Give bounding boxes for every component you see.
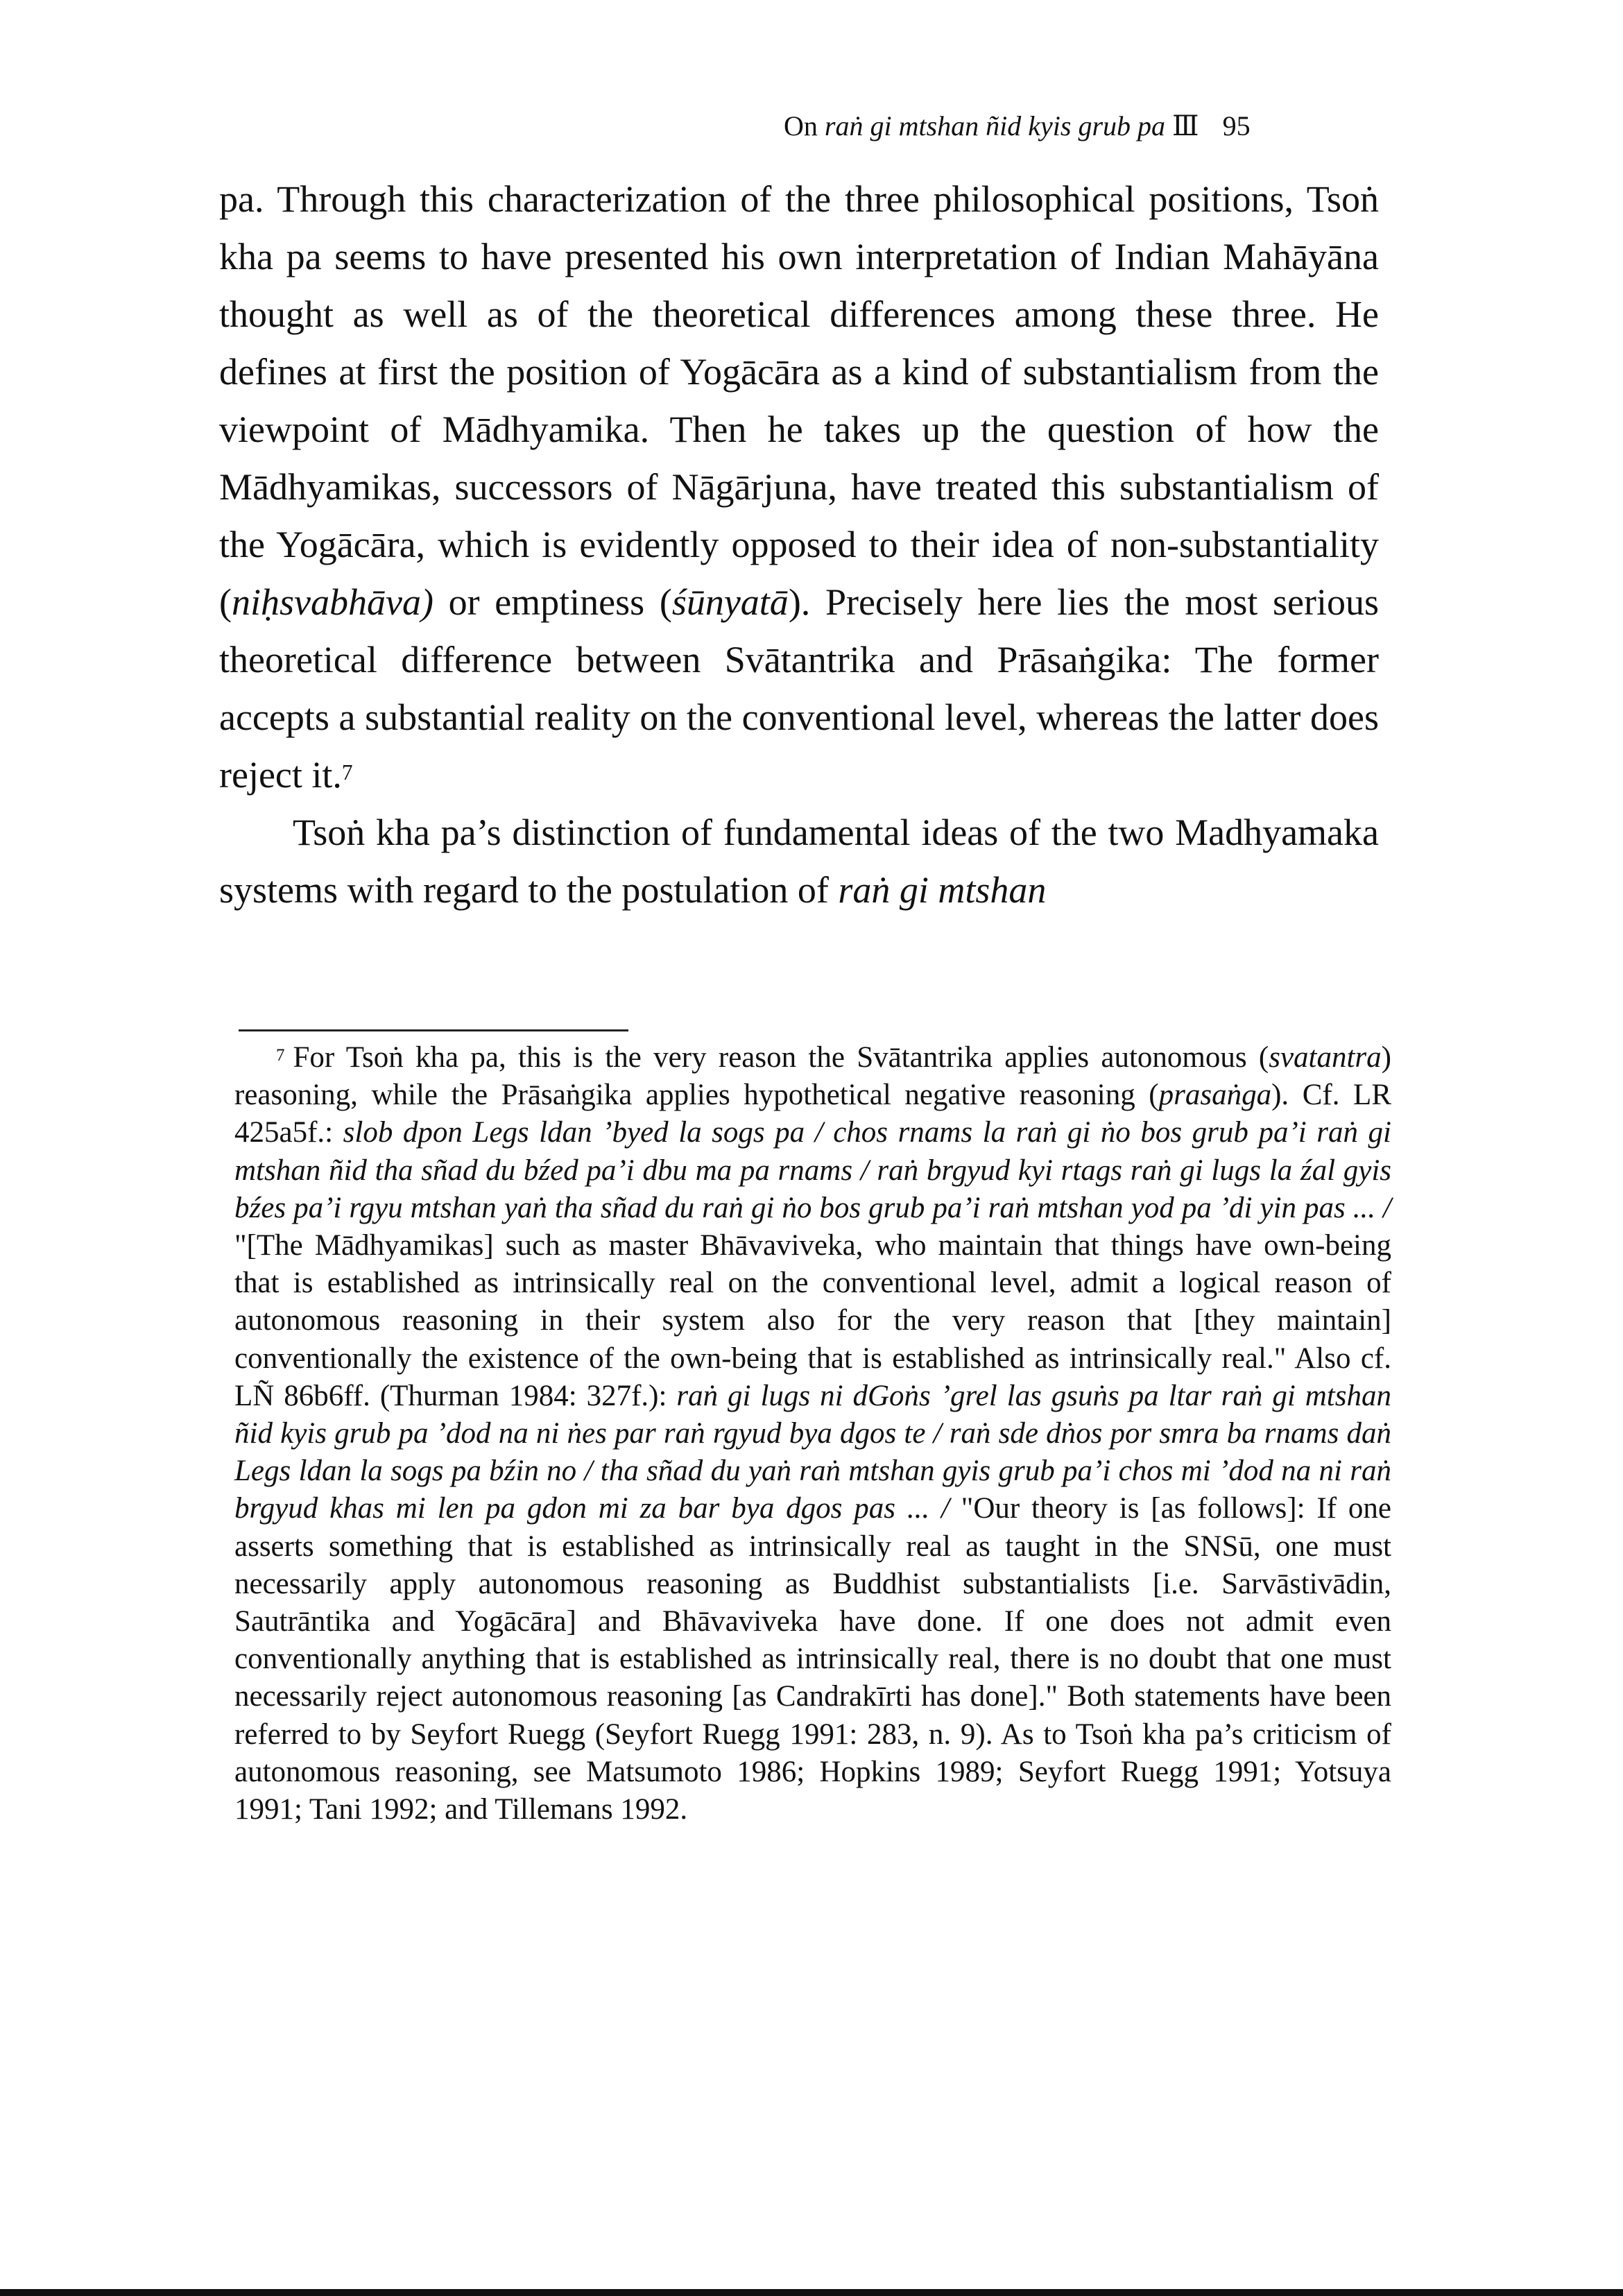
main-text [219, 171, 1379, 919]
paragraph: Tsoṅ kha pa’s distinction of fundamental ideas of the two Madhyamaka systems with regard to the postulation of raṅ gi mtshan [219, 812, 1379, 911]
scan-edge-bar [0, 2289, 1623, 2296]
footnote-number: 7 [276, 1046, 285, 1065]
running-header [784, 110, 1373, 143]
paragraph: pa. Through this characterization of the three philosophical positions, Tsoṅ kha pa seems to have presented his own interpretation of Indian Mahāyāna thought as well as of the theoretical differences among these three. He defines at first the position of Yogācāra as a kind of substantialism from the viewpoint of Mādhyamika. Then he takes up the question of how the Mādhyamikas, successors of Nāgārjuna, have treated this substantialism of the Yogācāra, which is evidently opposed to their idea of non-substantiality (niḥsvabhāva) or emptiness (śūnyatā). Precisely here lies the most serious theoretical difference between Svātantrika and Prāsaṅgika: The former accepts a substantial reality on the conventional level, whereas the latter does reject it.$^7$ [219, 178, 1379, 796]
running-title: On raṅ gi mtshan ñid kyis grub pa Ⅲ [784, 110, 1199, 142]
footnote: $^7$ For Tsoṅ kha pa, this is the very reason the Svātantrika applies autonomous (svatantra) reasoning, while the Prāsaṅgika applies hypothetical negative reasoning (prasaṅga). Cf. LR 425a5f.: slob dpon Legs ldan ’byed la sogs pa / chos rnams la raṅ gi ṅo bos grub pa’i raṅ gi mtshan ñid tha sñad du bźed pa’i dbu ma pa rnams / raṅ brgyud kyi rtags raṅ gi lugs la źal gyis bźes pa’i rgyu mtshan yaṅ tha sñad du raṅ gi ṅo bos grub pa’i raṅ mtshan yod pa ’di yin pas ... / "[The Mādhyamikas] such as master Bhāvaviveka, who maintain that things have own-being that is established as intrinsically real on the conventional level, admit a logical reason of autonomous reasoning in their system also for the very reason that [they maintain] conventionally the existence of the own-being that is established as intrinsically real." Also cf. LÑ 86b6ff. (Thurman 1984: 327f.): raṅ gi lugs ni dGoṅs ’grel las gsuṅs pa ltar raṅ gi mtshan ñid kyis grub pa ’dod na ni ṅes par raṅ rgyud bya dgos te / raṅ sde dṅos por smra ba rnams daṅ Legs ldan la sogs pa bźin no / tha sñad du yaṅ raṅ mtshan gyis grub pa’i chos mi ’dod na ni raṅ brgyud khas mi len pa gdon mi za bar bya dgos pas ... / "Our theory is [as follows]: If one asserts something that is established as intrinsically real as taught in the SNSū, one must necessarily apply autonomous reasoning as Buddhist substantialists [i.e. Sarvāstivādin, Sautrāntika and Yogācāra] and Bhāvaviveka have done. If one does not admit even conventionally anything that is established as intrinsically real, there is no doubt that one must necessarily reject autonomous reasoning [as Candrakīrti has done]." Both statements have been referred to by Seyfort Ruegg (Seyfort Ruegg 1991: 283, n. 9). As to Tsoṅ kha pa’s criticism of autonomous reasoning, see Matsumoto 1986; Hopkins 1989; Seyfort Ruegg 1991; Yotsuya 1991; Tani 1992; and Tillemans 1992. [234, 1041, 1391, 1826]
footnote-divider [239, 1029, 628, 1031]
page-number: 95 [1222, 110, 1251, 142]
footnote-reference: 7 [341, 760, 353, 785]
